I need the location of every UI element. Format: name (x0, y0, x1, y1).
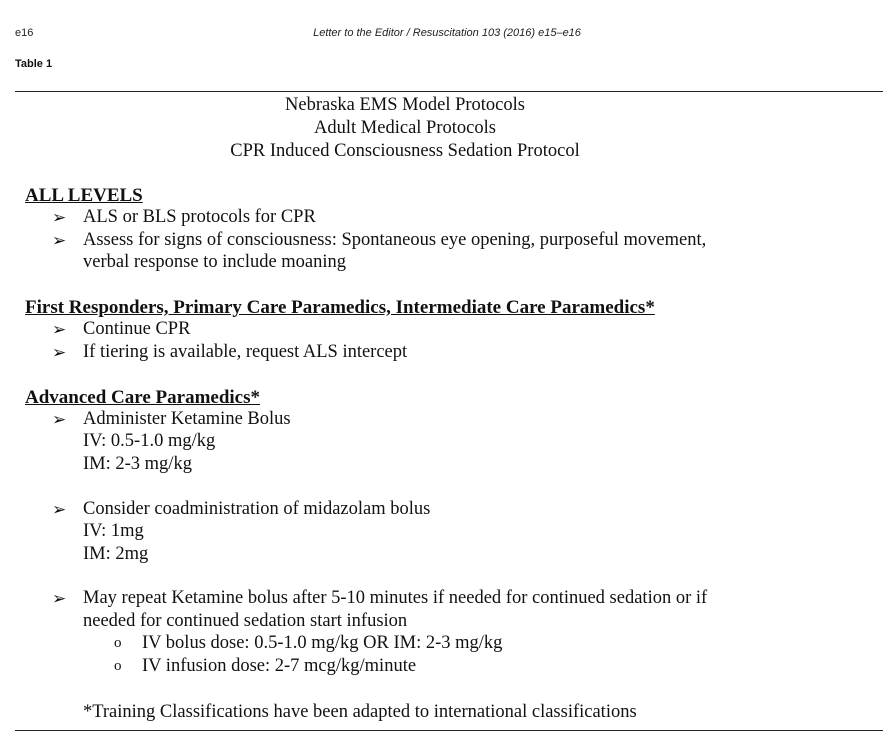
list-item: May repeat Ketamine bolus after 5-10 minutes if needed for continued sedation or if (83, 588, 708, 608)
title-line-2: Adult Medical Protocols (314, 118, 496, 138)
sub-list-item: IV bolus dose: 0.5-1.0 mg/kg OR IM: 2-3 mg/kg (142, 633, 503, 653)
sub-list-item: IV infusion dose: 2-7 mcg/kg/minute (142, 656, 417, 676)
list-item: Continue CPR (83, 319, 191, 339)
arrow-bullet-icon: ➢ (52, 410, 67, 429)
section-heading: First Responders, Primary Care Paramedics, Intermediate Care Paramedics* (25, 297, 655, 318)
list-item-continuation: verbal response to include moaning (83, 252, 347, 272)
list-item: Administer Ketamine Bolus (83, 409, 291, 429)
top-rule (15, 91, 883, 92)
table-label: Table 1 (15, 58, 53, 70)
list-item: Consider coadministration of midazolam bolus (83, 499, 431, 519)
section-heading: ALL LEVELS (25, 185, 143, 206)
footnote: *Training Classifications have been adapted to international classifications (83, 702, 637, 722)
arrow-bullet-icon: ➢ (52, 208, 67, 227)
arrow-bullet-icon: ➢ (52, 320, 67, 339)
list-item: Assess for signs of consciousness: Spontaneous eye opening, purposeful movement, (83, 230, 707, 250)
list-item: ALS or BLS protocols for CPR (83, 207, 316, 227)
circle-bullet-icon: o (114, 635, 122, 651)
journal-citation: Letter to the Editor / Resuscitation 103 (2016) e15–e16 (313, 27, 581, 39)
bottom-rule (15, 730, 883, 731)
dose-line: IV: 0.5-1.0 mg/kg (83, 431, 216, 451)
list-item-continuation: needed for continued sedation start infusion (83, 611, 408, 631)
dose-line: IV: 1mg (83, 521, 144, 541)
arrow-bullet-icon: ➢ (52, 343, 67, 362)
arrow-bullet-icon: ➢ (52, 589, 67, 608)
dose-line: IM: 2mg (83, 544, 149, 564)
page-number: e16 (15, 27, 34, 39)
list-item: If tiering is available, request ALS intercept (83, 342, 408, 362)
dose-line: IM: 2-3 mg/kg (83, 454, 192, 474)
circle-bullet-icon: o (114, 658, 122, 674)
title-line-3: CPR Induced Consciousness Sedation Protocol (230, 141, 580, 161)
title-line-1: Nebraska EMS Model Protocols (285, 95, 525, 115)
arrow-bullet-icon: ➢ (52, 231, 67, 250)
arrow-bullet-icon: ➢ (52, 500, 67, 519)
section-heading: Advanced Care Paramedics* (25, 387, 261, 408)
